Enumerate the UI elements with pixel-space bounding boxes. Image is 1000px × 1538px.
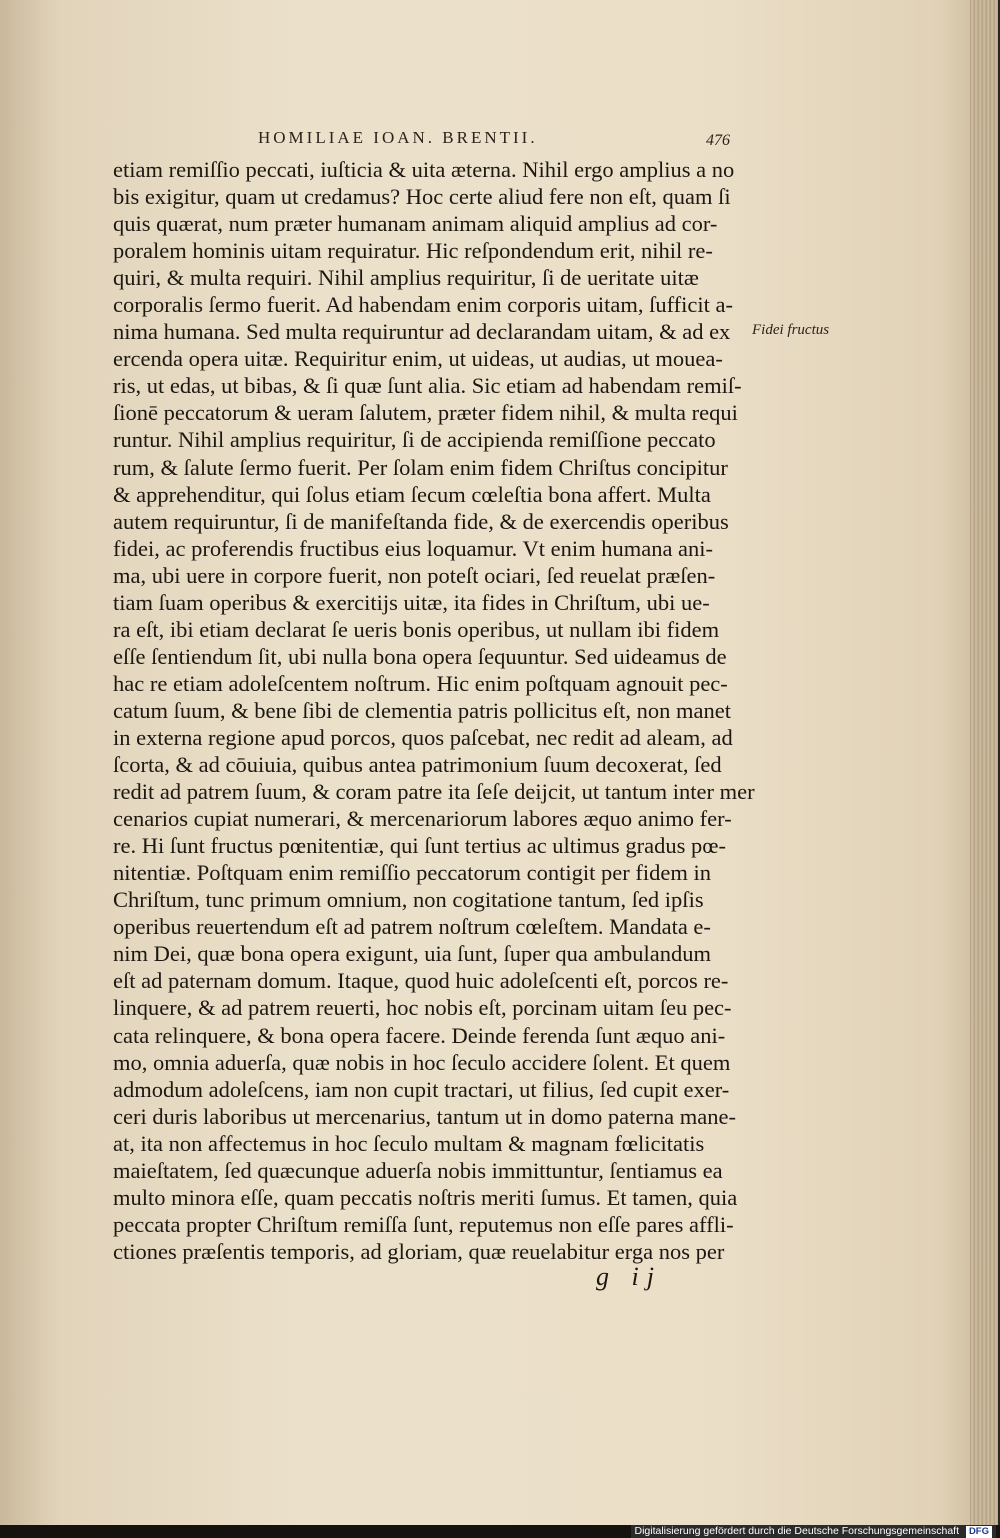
text-line: ercenda opera uitæ. Requiritur enim, ut uideas, ut audias, ut mouea- xyxy=(113,346,723,372)
text-line: cenarios cupiat numerari, & mercenariorum labores æquo animo fer- xyxy=(113,806,732,832)
text-line: etiam remiſſio peccati, iuſticia & uita æterna. Nihil ergo amplius a no xyxy=(113,157,735,182)
text-line: ctiones præſentis temporis, ad gloriam, quæ reuelabitur erga nos per xyxy=(113,1238,725,1264)
running-title: HOMILIAE IOAN. BRENTII. xyxy=(258,128,538,147)
text-line: nim Dei, quæ bona opera exigunt, uia ſunt, ſuper qua ambulandum xyxy=(113,941,711,967)
text-line: peccata propter Chriſtum remiſſa ſunt, reputemus non eſſe pares affli- xyxy=(113,1211,734,1237)
text-line: ceri duris laboribus ut mercenarius, tantum ut in domo paterna mane- xyxy=(113,1103,736,1129)
text-line: corporalis ſermo fuerit. Ad habendam enim corporis uitam, ſufficit a- xyxy=(113,292,734,318)
text-line: quiri, & multa requiri. Nihil amplius requiritur, ſi de ueritate uitæ xyxy=(113,265,699,291)
folio-number: 476 xyxy=(706,132,730,149)
text-line: ris, ut edas, ut bibas, & ſi quæ ſunt alia. Sic etiam ad habendam remiſ- xyxy=(113,373,742,399)
footer-bar xyxy=(0,1525,1000,1538)
text-line: Chriſtum, tunc primum omnium, non cogitatione tantum, ſed ipſis xyxy=(113,887,704,913)
text-line: ſcorta, & ad cōuiuia, quibus antea patrimonium ſuum decoxerat, ſed xyxy=(113,752,722,778)
text-line: ſionē peccatorum & ueram ſalutem, præter fidem nihil, & multa requi xyxy=(113,400,738,426)
text-line: runtur. Nihil amplius requiritur, ſi de accipienda remiſſione peccato xyxy=(113,427,716,453)
text-line: at, ita non affectemus in hoc ſeculo multam & magnam fœlicitatis xyxy=(113,1130,705,1156)
text-line: rum, & ſalute ſermo fuerit. Per ſolam enim fidem Chriſtus concipitur xyxy=(113,454,728,480)
text-line: catum ſuum, & bene ſibi de clementia patris pollicitus eſt, non manet xyxy=(113,697,731,723)
text-line: admodum adoleſcens, iam non cupit tractari, ut filius, ſed cupit exer- xyxy=(113,1076,730,1102)
text-line: quis quærat, num præter humanam animam aliquid amplius ad cor- xyxy=(113,211,718,237)
text-line: ma, ubi uere in corpore fuerit, non poteſt ociari, ſed reuelat præſen- xyxy=(113,562,716,588)
text-line: cata relinquere, & bona opera facere. Deinde ferenda ſunt æquo ani- xyxy=(113,1022,726,1048)
marginal-note: Fidei fructus xyxy=(752,322,830,338)
text-line: mo, omnia aduerſa, quæ nobis in hoc ſeculo accidere ſolent. Et quem xyxy=(113,1049,731,1075)
text-line: bis exigitur, quam ut credamus? Hoc certe aliud fere non eſt, quam ſi xyxy=(113,184,731,210)
text-line: ra eſt, ibi etiam declarat ſe ueris bonis operibus, ut nullam ibi fidem xyxy=(113,616,720,642)
text-line: operibus reuertendum eſt ad patrem noſtrum cœleſtem. Mandata e- xyxy=(113,914,711,940)
text-line: linquere, & ad patrem reuerti, hoc nobis eſt, porcinam uitam ſeu pec- xyxy=(113,995,732,1021)
funding-credit-text: Digitalisierung gefördert durch die Deutsche Forschungsgemeinschaft xyxy=(634,1525,960,1537)
text-line: fidei, ac proferendis fructibus eius loquamur. Vt enim humana ani- xyxy=(113,535,714,561)
text-line: nitentiæ. Poſtquam enim remiſſio peccatorum contigit per fidem in xyxy=(113,860,711,886)
text-line: eſt ad paternam domum. Itaque, quod huic adoleſcenti eſt, porcos re- xyxy=(113,968,729,994)
text-line: eſſe ſentiendum ſit, ubi nulla bona opera ſequuntur. Sed uideamus de xyxy=(113,643,727,669)
text-line: tiam ſuam operibus & exercitijs uitæ, ita fides in Chriſtum, ubi ue- xyxy=(113,589,710,615)
text-line: maieſtatem, ſed quæcunque aduerſa nobis immittuntur, ſentiamus ea xyxy=(113,1157,723,1183)
funding-credit xyxy=(631,1525,997,1538)
signature-mark: g ij xyxy=(596,1262,662,1291)
text-line: poralem hominis uitam requiratur. Hic reſpondendum erit, nihil re- xyxy=(113,238,713,264)
body-text xyxy=(113,156,773,1265)
text-line: redit ad patrem ſuum, & coram patre ita ſeſe deijcit, ut tantum inter mer xyxy=(113,779,755,805)
dfg-logo: DFG xyxy=(966,1526,992,1538)
text-line: multo minora eſſe, quam peccatis noſtris meriti ſumus. Et tamen, quia xyxy=(113,1184,738,1210)
text-line: nima humana. Sed multa requiruntur ad declarandam uitam, & ad ex xyxy=(113,319,731,345)
page-edge-shadow xyxy=(970,0,998,1525)
text-line: in externa regione apud porcos, quos paſcebat, nec redit ad aleam, ad xyxy=(113,724,733,750)
text-line: & apprehenditur, qui ſolus etiam ſecum cœleſtia bona affert. Multa xyxy=(113,481,711,507)
text-line: re. Hi ſunt fructus pœnitentiæ, qui ſunt tertius ac ultimus gradus pœ- xyxy=(113,833,727,859)
text-line: hac re etiam adoleſcentem noſtrum. Hic enim poſtquam agnouit pec- xyxy=(113,670,728,696)
text-line: autem requiruntur, ſi de manifeſtanda fide, & de exercendis operibus xyxy=(113,508,729,534)
